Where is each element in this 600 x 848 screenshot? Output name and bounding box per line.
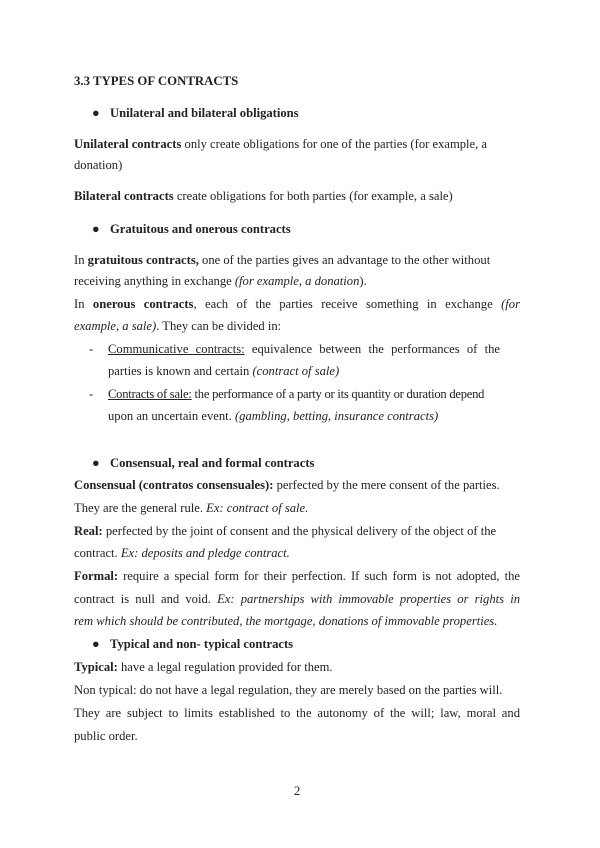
bullet-icon: ● (92, 106, 100, 120)
section-heading: 3.3 TYPES OF CONTRACTS (74, 74, 239, 88)
list-item-contracts-of-sale: Contracts of sale: the performance of a party or its quantity or duration depend (108, 387, 485, 401)
subheading-gratuitous-onerous: ● Gratuitous and onerous contracts (92, 222, 291, 236)
paragraph-non-typical: Non typical: do not have a legal regulation, they are merely based on the parties will. (74, 683, 503, 697)
dash-icon: - (89, 387, 94, 401)
paragraph-unilateral: Unilateral contracts only create obligations for one of the parties (for example, a (74, 137, 488, 151)
paragraph-formal-cont: contract is null and void. Ex: partnerships with immovable properties or rights in (74, 592, 520, 606)
paragraph-onerous-cont: example, a sale). They can be divided in: (74, 319, 282, 333)
subheading-consensual-real-formal: ● Consensual, real and formal contracts (92, 456, 315, 470)
bullet-icon: ● (92, 456, 100, 470)
paragraph-onerous: In onerous contracts, each of the parties receive something in exchange (for (74, 297, 520, 311)
bullet-icon: ● (92, 637, 100, 651)
bullet-icon: ● (92, 222, 100, 236)
paragraph-gratuitous-cont: receiving anything in exchange (for example, a donation). (74, 274, 367, 288)
paragraph-consensual: Consensual (contratos consensuales): perfected by the mere consent of the parties. (74, 478, 500, 492)
paragraph-non-typical-cont2: public order. (74, 729, 138, 743)
page-number: 2 (294, 784, 301, 798)
paragraph-bilateral: Bilateral contracts create obligations for both parties (for example, a sale) (74, 189, 453, 203)
dash-icon: - (89, 342, 94, 356)
list-item-communicative: Communicative contracts: equivalence between the performances of the (108, 342, 500, 356)
paragraph-formal-cont2: rem which should be contributed, the mortgage, donations of immovable properties. (74, 614, 498, 628)
subheading-typical-non-typical: ● Typical and non- typical contracts (92, 637, 294, 651)
list-item-communicative-cont: parties is known and certain (contract of sale) (108, 364, 340, 378)
subheading-unilateral-bilateral: ● Unilateral and bilateral obligations (92, 106, 299, 120)
paragraph-real: Real: perfected by the joint of consent and the physical delivery of the object of the (74, 524, 497, 538)
paragraph-gratuitous: In gratuitous contracts, one of the parties gives an advantage to the other without (74, 253, 491, 267)
paragraph-unilateral-cont: donation) (74, 158, 123, 172)
paragraph-non-typical-cont: They are subject to limits established to the autonomy of the will; law, moral and (74, 706, 520, 720)
paragraph-consensual-cont: They are the general rule. Ex: contract of sale. (74, 501, 309, 515)
paragraph-formal: Formal: require a special form for their perfection. If such form is not adopted, the (74, 569, 520, 583)
list-item-contracts-of-sale-cont: upon an uncertain event. (gambling, betting, insurance contracts) (108, 409, 439, 423)
paragraph-real-cont: contract. Ex: deposits and pledge contract. (74, 546, 290, 560)
paragraph-typical: Typical: have a legal regulation provided for them. (74, 660, 333, 674)
